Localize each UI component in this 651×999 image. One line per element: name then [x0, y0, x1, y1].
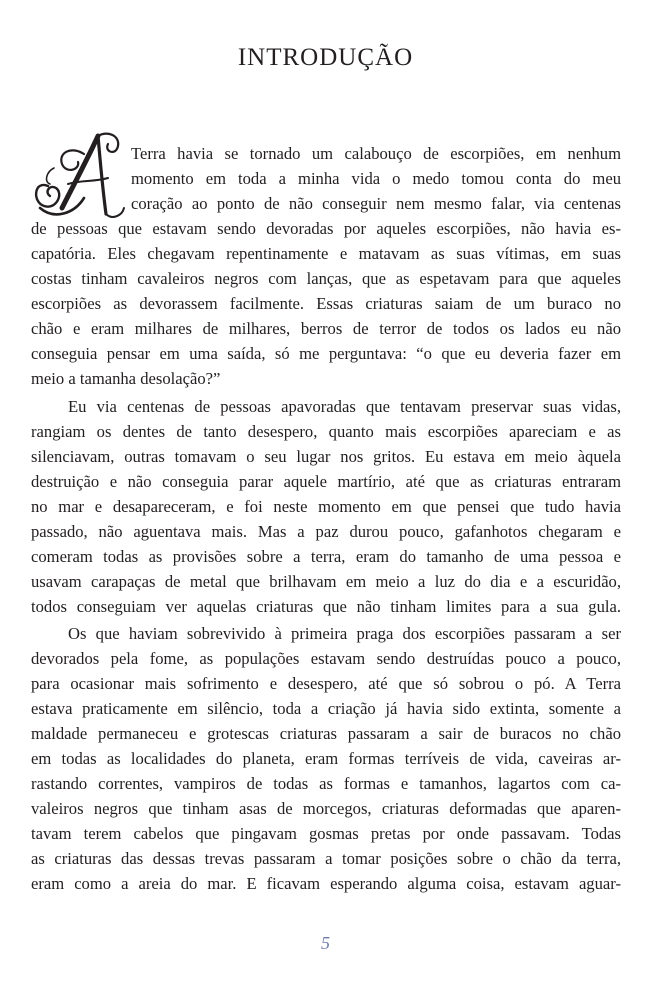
text-line: Os que haviam sobrevivido à primeira praga dos escorpiões passaram a ser: [68, 624, 621, 643]
text-line: escorpiões as devorassem facilmente. Essas criaturas saiam de um buraco no: [31, 294, 621, 313]
text-line: tavam terem cabelos que pingavam gosmas pretas por onde passavam. Todas: [31, 824, 621, 843]
text-line: conseguia pensar em uma saída, só me perguntava: “o que eu deveria fazer em: [31, 344, 621, 363]
text-line: comeram todas as provisões sobre a terra, eram do tamanho de uma pessoa e: [31, 547, 621, 566]
text-line: coração ao ponto de não conseguir nem mesmo falar, via centenas: [131, 194, 621, 213]
text-line: passado, não aguentava mais. Mas a paz durou pouco, gafanhotos chegaram e: [31, 522, 621, 541]
text-line: rastando correntes, vampiros de todas as formas e tamanhos, lagartos com ca-: [31, 774, 621, 793]
text-line: momento em toda a minha vida o medo tomou conta do meu: [131, 169, 621, 188]
text-line: valeiros negros que tinham asas de morcegos, criaturas deformadas que aparen-: [31, 799, 621, 818]
text-line: em todas as localidades do planeta, eram formas terríveis de vida, caveiras ar-: [31, 749, 621, 768]
text-line: Eu via centenas de pessoas apavoradas que tentavam preservar suas vidas,: [68, 397, 621, 416]
text-line: de pessoas que estavam sendo devoradas por aqueles escorpiões, não havia es-: [31, 219, 621, 238]
chapter-title: INTRODUÇÃO: [237, 44, 414, 71]
text-line: para ocasionar mais sofrimento e desespero, até que só sobrou o pó. A Terra: [31, 674, 621, 693]
paragraph-2: [31, 394, 621, 619]
text-line: estava praticamente em silêncio, toda a criação já havia sido extinta, somente a: [31, 699, 621, 718]
text-line: destruição e não conseguia parar aquele martírio, até que as criaturas entraram: [31, 472, 621, 491]
text-line: eram como a areia do mar. E ficavam esperando alguma coisa, estavam aguar-: [31, 874, 621, 893]
text-line: maldade permaneceu e grotescas criaturas passaram a sair de buracos no chão: [31, 724, 621, 743]
text-line: as criaturas das dessas trevas passaram a tomar posições sobre o chão da terra,: [31, 849, 621, 868]
paragraph-1: [31, 141, 621, 391]
text-line: usavam carapaças de metal que brilhavam em meio a luz do dia e a escuridão,: [31, 572, 621, 591]
paragraph-3: [31, 621, 621, 896]
text-line: meio a tamanha desolação?”: [31, 369, 221, 388]
text-line: chão e eram milhares de milhares, berros de terror de todos os lados eu não: [31, 319, 621, 338]
text-line: todos conseguiam ver aquelas criaturas que não tinham limites para a sua gula.: [31, 597, 621, 616]
text-line: costas tinham cavaleiros negros com lanças, que as espetavam para que aqueles: [31, 269, 621, 288]
page-number: 5: [321, 933, 330, 953]
text-line: silenciavam, outras tomavam o seu lugar nos gritos. Eu estava em meio àquela: [31, 447, 621, 466]
text-line: devorados pela fome, as populações estavam sendo destruídas pouco a pouco,: [31, 649, 621, 668]
text-line: rangiam os dentes de tanto desespero, quanto mais escorpiões apareciam e as: [31, 422, 621, 441]
text-line: Terra havia se tornado um calabouço de escorpiões, em nenhum: [131, 144, 621, 163]
text-line: no mar e desapareceram, e foi neste momento em que pensei que tudo havia: [31, 497, 621, 516]
text-line: capatória. Eles chegavam repentinamente e matavam as suas vítimas, em suas: [31, 244, 621, 263]
